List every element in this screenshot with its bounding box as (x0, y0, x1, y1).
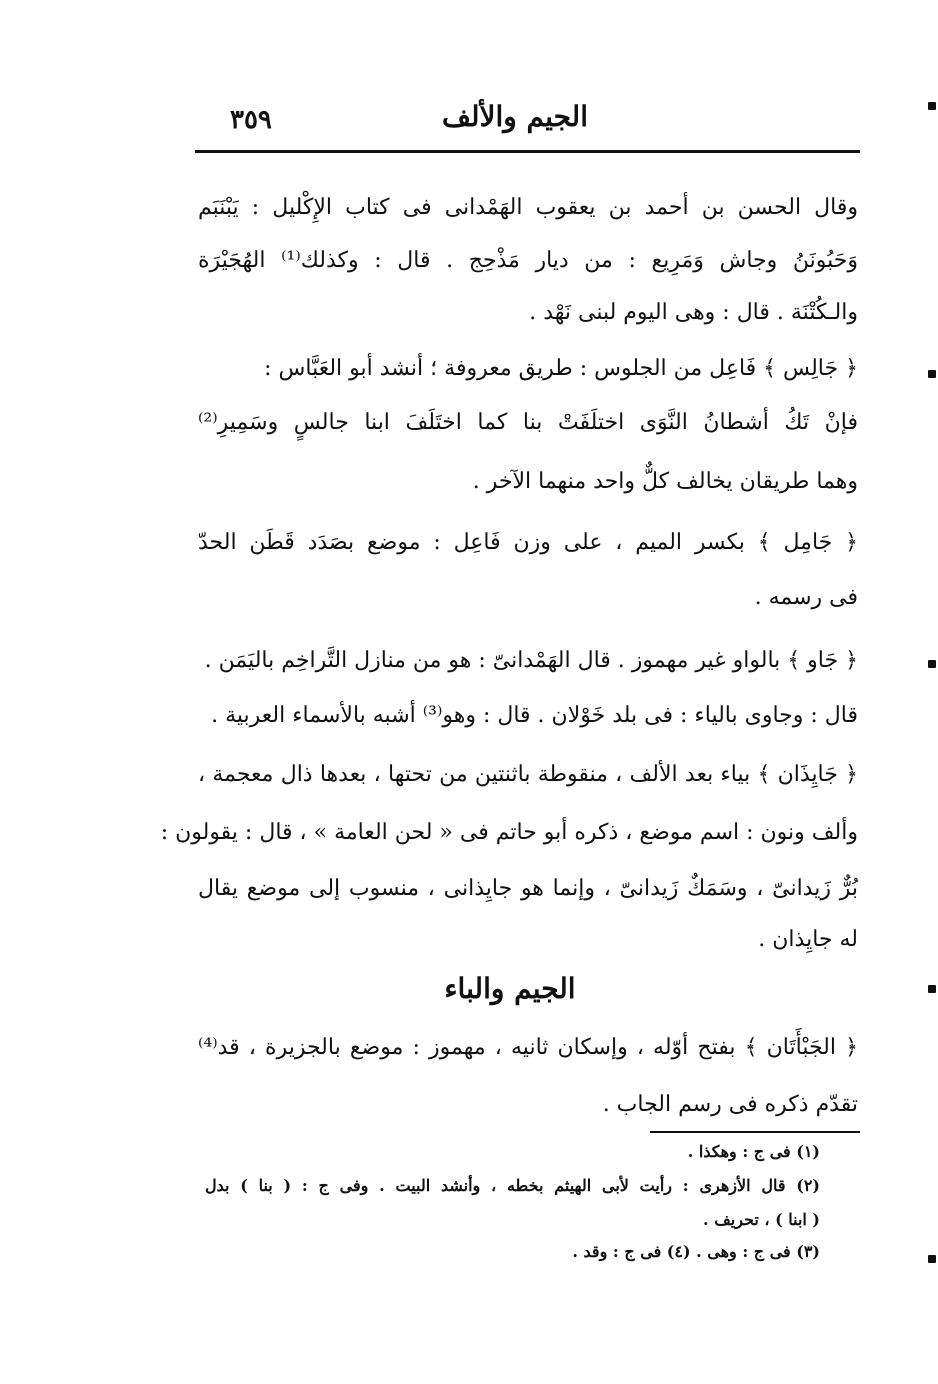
text-line: وهما طريقان يخالف كلٌّ واحد منهما الآخر . (472, 469, 858, 494)
text-line: وألف ونون : اسم موضع ، ذكره أبو حاتم فى « لحن العامة » ، قال : يقولون : (160, 820, 858, 845)
text-line: والـكُتْنَة . قال : وهى اليوم لبنى نَهْد . (529, 300, 858, 325)
text-line: تقدّم ذكره فى رسم الجاب . (602, 1092, 858, 1117)
footnote: (١) فى ج : وهكذا . (687, 1142, 820, 1161)
text-line: فى رسمه . (754, 585, 858, 610)
margin-mark (928, 370, 936, 378)
text-line: وقال الحسن بن أحمد بن يعقوب الهَمْدانى فى كتاب الإِكْليل : يَبْنَبَم (198, 195, 858, 220)
entry-jalis: ﴿ جَالِس ﴾ فَاعِل من الجلوس : طريق معروفة ؛ أنشد أبو العَبَّاس : (264, 356, 858, 381)
poem-verse: فإنْ تَكُ أشطانُ النَّوَى اختلَفَتْ بنا كما اختَلَفَ ابنا جالسٍ وسَمِيرِ⁽²⁾ (198, 410, 858, 435)
header-rule (195, 150, 860, 153)
page-number: ٣٥٩ (230, 105, 272, 135)
text-line: بُرٌّ زَيدانىّ ، وسَمَكٌ زَيدانىّ ، وإنما هو جايِذانى ، منسوب إلى موضع يقال (198, 876, 858, 901)
text-line: له جايِذان . (758, 927, 858, 952)
margin-mark (928, 102, 936, 110)
entry-jayidhan: ﴿ جَايِذَان ﴾ بياء بعد الألف ، منقوطة باثنتين من تحتها ، بعدها ذال معجمة ، (198, 762, 858, 787)
footnote: (٢) قال الأزهرى : رأيت لأبى الهيثم بخطه ، وأنشد البيت . وفى ج : ( بنا ) بدل (205, 1176, 820, 1195)
text-line: وَحَبُونَنُ وجاش وَمَرِيع : من ديار مَذْحِج . قال : وكذلك⁽¹⁾ الهُجَيْرَة (198, 248, 858, 273)
footnote: (٣) فى ج : وهى . (٤) فى ج : وقد . (572, 1242, 820, 1261)
entry-jamil: ﴿ جَامِل ﴾ بكسر الميم ، على وزن فَاعِل : موضع بصَدَد قَطَن الحدّ (198, 530, 858, 555)
entry-jaw: ﴿ جَاو ﴾ بالواو غير مهموز . قال الهَمْدانىّ : هو من منازل التَّراخِم باليَمَن . (204, 648, 858, 673)
margin-mark (928, 985, 936, 993)
footnote-rule (650, 1131, 860, 1133)
margin-mark (928, 660, 936, 668)
running-header-title: الجيم والألف (441, 100, 588, 133)
margin-mark (928, 1255, 936, 1263)
section-title: الجيم والباء (444, 972, 576, 1005)
entry-jaba-atan: ﴿ الجَبْأَتَان ﴾ بفتح أوّله ، وإسكان ثانيه ، مهموز : موضع بالجزيرة ، قد⁽⁴⁾ (198, 1035, 858, 1060)
text-line: قال : وجاوى بالياء : فى بلد خَوْلان . قال : وهو⁽³⁾ أشبه بالأسماء العربية . (211, 703, 858, 728)
footnote: ( ابنا ) ، تحريف . (703, 1210, 820, 1229)
